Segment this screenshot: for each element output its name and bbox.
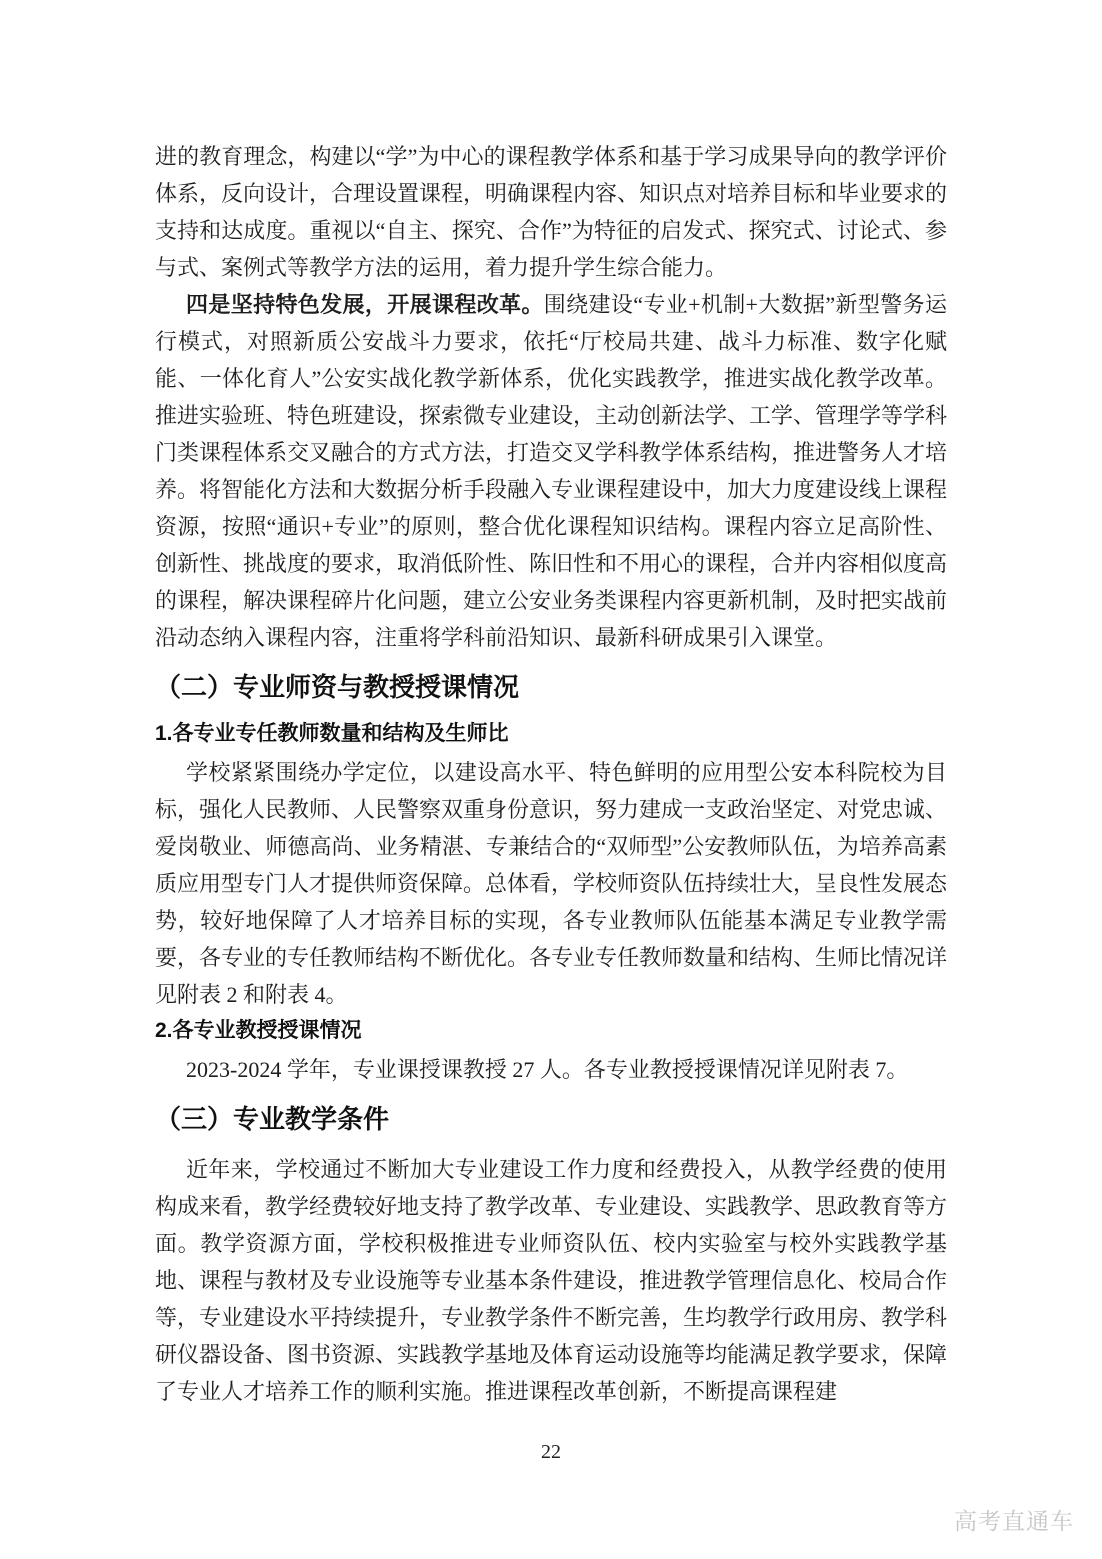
body-paragraph xyxy=(155,1151,947,1410)
sub-heading: 1.各专业专任教师数量和结构及生师比 xyxy=(155,722,509,745)
text-run: 围绕建设“专业+机制+大数据”新型警务运行模式，对照新质公安战斗力要求，依托“厅校局共建、战斗力标准、数字化赋能、一体化育人”公安实战化教学新体系，优化实践教学，推进实战化教学改革。推进实验班、特色班建设，探索微专业建设，主动创新法学、工学、管理学等学科门类课程体系交叉融合的方式方法，打造交叉学科教学体系结构，推进警务人才培养。将智能化方法和大数据分析手段融入专业课程建设中，加大力度建设线上课程资源，按照“通识+专业”的原则，整合优化课程知识结构。课程内容立足高阶性、创新性、挑战度的要求，取消低阶性、陈旧性和不用心的课程，合并内容相似度高的课程，解决课程碎片化问题，建立公安业务类课程内容更新机制，及时把实战前沿动态纳入课程内容，注重将学科前沿知识、最新科研成果引入课堂。 xyxy=(155,292,948,650)
page-number: 22 xyxy=(541,1441,561,1463)
body-paragraph xyxy=(155,286,947,656)
text-run: 2023-2024 学年，专业课授课教授 27 人。各专业教授授课情况详见附表 7。 xyxy=(186,1057,909,1082)
bold-text-run: 四是坚持特色发展，开展课程改革。 xyxy=(186,292,544,317)
sub-heading: 2.各专业教授授课情况 xyxy=(155,1019,362,1042)
body-paragraph xyxy=(155,1051,947,1088)
body-paragraph xyxy=(155,754,947,1013)
section-heading: （三）专业教学条件 xyxy=(155,1104,390,1134)
watermark-text: 高考直通车 xyxy=(954,1508,1074,1534)
text-run: 近年来，学校通过不断加大专业建设工作力度和经费投入，从教学经费的使用构成来看，教学经费较好地支持了教学改革、专业建设、实践教学、思政教育等方面。教学资源方面，学校积极推进专业师资队伍、校内实验室与校外实践教学基地、课程与教材及专业设施等专业基本条件建设，推进教学管理信息化、校局合作等，专业建设水平持续提升，专业教学条件不断完善，生均教学行政用房、教学科研仪器设备、图书资源、实践教学基地及体育运动设施等均能满足教学要求，保障了专业人才培养工作的顺利实施。推进课程改革创新，不断提高课程建 xyxy=(155,1157,948,1404)
section-heading: （二）专业师资与教授授课情况 xyxy=(155,672,520,702)
text-run: 学校紧紧围绕办学定位，以建设高水平、特色鲜明的应用型公安本科院校为目标，强化人民教师、人民警察双重身份意识，努力建成一支政治坚定、对党忠诚、爱岗敬业、师德高尚、业务精湛、专兼结合的“双师型”公安教师队伍，为培养高素质应用型专门人才提供师资保障。总体看，学校师资队伍持续壮大，呈良性发展态势，较好地保障了人才培养目标的实现，各专业教师队伍能基本满足专业教学需要，各专业的专任教师结构不断优化。各专业专任教师数量和结构、生师比情况详见附表 2 和附表 4。 xyxy=(155,760,948,1007)
text-run: 进的教育理念，构建以“学”为中心的课程教学体系和基于学习成果导向的教学评价体系，反向设计，合理设置课程，明确课程内容、知识点对培养目标和毕业要求的支持和达成度。重视以“自主、探究、合作”为特征的启发式、探究式、讨论式、参与式、案例式等教学方法的运用，着力提升学生综合能力。 xyxy=(155,144,948,280)
document-body xyxy=(155,138,947,1410)
body-paragraph xyxy=(155,138,947,286)
